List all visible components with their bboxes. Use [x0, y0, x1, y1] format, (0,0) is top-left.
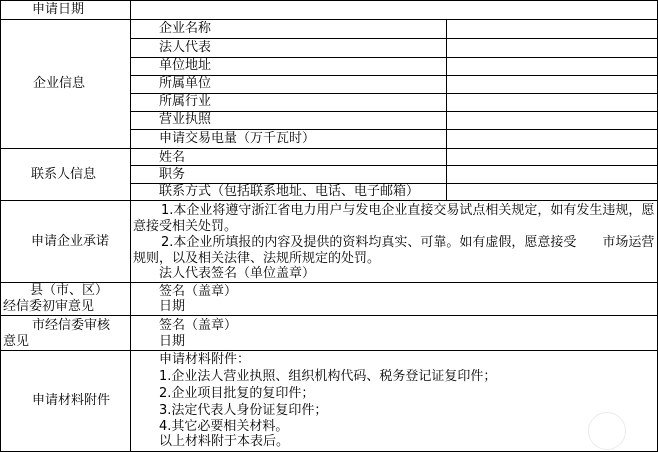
table-border-left — [0, 0, 1, 452]
company-field-affiliation: 所属单位 — [159, 76, 212, 91]
attachments-heading: 申请材料附件： — [159, 352, 251, 367]
attachments-footer: 以上材料附于本表后。 — [159, 434, 290, 449]
county-review-sign: 签名（盖章） — [159, 284, 238, 299]
row-divider — [0, 200, 658, 201]
company-field-legal-rep: 法人代表 — [159, 40, 212, 55]
table-border-top — [0, 0, 658, 1]
row-divider — [130, 38, 658, 39]
city-review-date: 日期 — [159, 334, 186, 349]
attachment-item: 3.法定代表人身份证复印件； — [159, 403, 328, 418]
commitment-label: 申请企业承诺 — [31, 234, 110, 249]
row-divider — [0, 350, 658, 351]
watermark-seal — [588, 412, 626, 450]
county-review-label-line1: 县（市、区） — [30, 283, 109, 298]
row-divider — [130, 165, 658, 166]
company-info-label: 企业信息 — [33, 76, 86, 91]
contact-field-name: 姓名 — [159, 150, 186, 165]
attachment-item: 4.其它必要相关材料。 — [159, 419, 289, 434]
attachment-item: 1.企业法人营业执照、组织机构代码、税务登记证复印件； — [159, 369, 497, 384]
row-divider — [130, 129, 658, 130]
attachment-item: 2.企业项目批复的复印件； — [159, 386, 315, 401]
row-divider — [0, 148, 658, 149]
label-column-divider — [130, 0, 131, 452]
contact-info-label: 联系人信息 — [31, 167, 97, 182]
value-column-divider — [446, 19, 447, 200]
apply-date-label: 申请日期 — [32, 2, 85, 17]
commitment-paragraph-2: 2.本企业所填报的内容及提供的资料均真实、可靠。如有虚假，愿意接受 市场运营规则，以及相关法律、法规所规定的处罚。 — [133, 235, 655, 266]
attachments-label: 申请材料附件 — [32, 393, 111, 408]
contact-field-position: 职务 — [159, 167, 186, 182]
commitment-signature: 法人代表签名（单位盖章） — [159, 266, 316, 281]
contact-field-details: 联系方式（包括联系地址、电话、电子邮箱） — [159, 184, 420, 199]
row-divider — [0, 315, 658, 316]
company-field-license: 营业执照 — [159, 112, 212, 127]
company-field-trade-volume: 申请交易电量（万千瓦时） — [159, 131, 316, 146]
row-divider — [0, 19, 658, 20]
commitment-paragraph-1: 1.本企业将遵守浙江省电力用户与发电企业直接交易试点相关规定，如有发生违规，愿意接受相关处罚。 — [133, 203, 655, 234]
company-field-industry: 所属行业 — [159, 94, 212, 109]
city-review-label-line2: 意见 — [3, 334, 30, 349]
company-field-name: 企业名称 — [159, 21, 212, 36]
city-review-label-line1: 市经信委审核 — [32, 318, 111, 333]
county-review-label-line2: 经信委初审意见 — [3, 299, 95, 314]
company-field-address: 单位地址 — [159, 58, 212, 73]
city-review-sign: 签名（盖章） — [159, 318, 238, 333]
county-review-date: 日期 — [159, 299, 186, 314]
